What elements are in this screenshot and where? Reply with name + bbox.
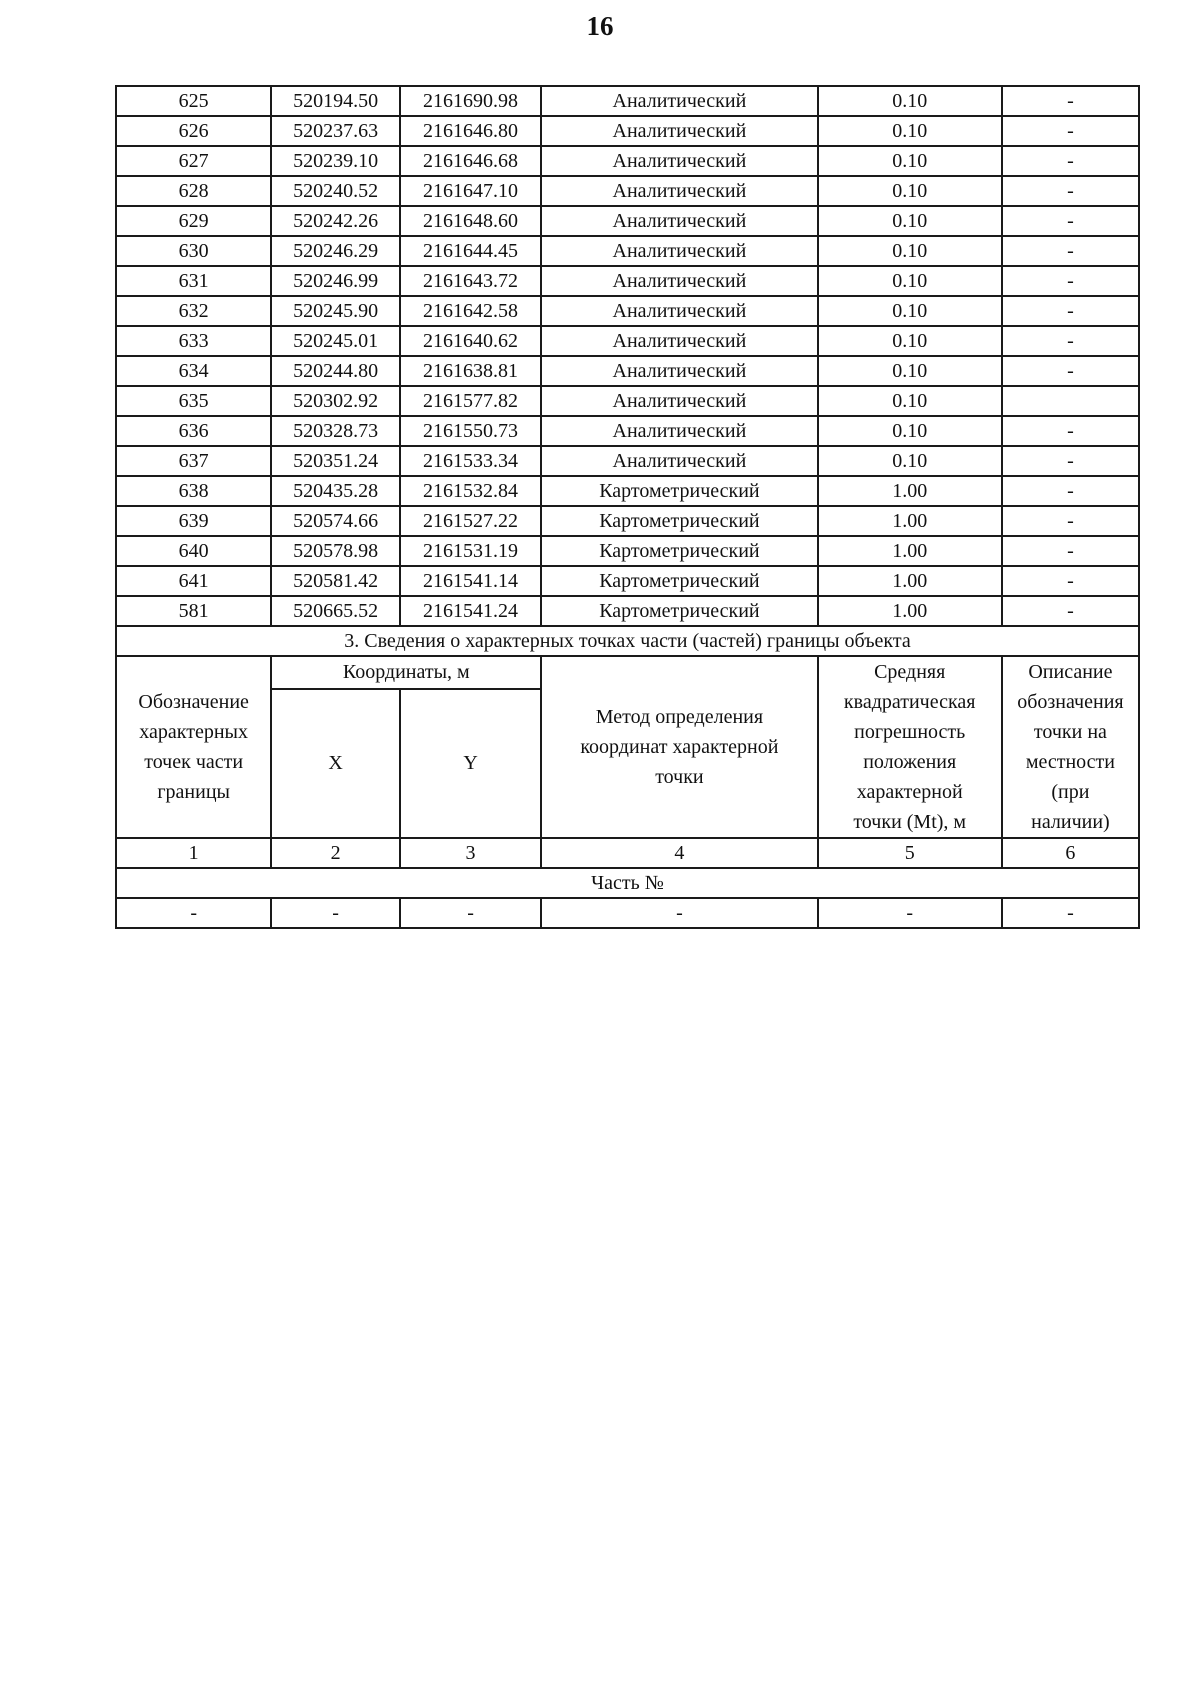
x-coordinate-cell: 520665.52: [271, 596, 400, 626]
description-cell: -: [1002, 566, 1139, 596]
header-point-designation: [116, 656, 271, 838]
header-method: [541, 656, 817, 838]
method-cell: Картометрический: [541, 536, 817, 566]
table-row: [116, 176, 1139, 206]
x-coordinate-cell: 520246.99: [271, 266, 400, 296]
header-col1-line: характерных: [139, 721, 248, 743]
point-number-cell: 640: [116, 536, 271, 566]
table-row: [116, 416, 1139, 446]
header-x: X: [271, 689, 400, 838]
mt-cell: 1.00: [818, 506, 1002, 536]
header-method-line: точки: [655, 766, 704, 788]
x-coordinate-cell: 520239.10: [271, 146, 400, 176]
mt-cell: 0.10: [818, 386, 1002, 416]
description-cell: -: [1002, 296, 1139, 326]
y-coordinate-cell: 2161533.34: [400, 446, 541, 476]
mt-cell: 0.10: [818, 236, 1002, 266]
header-method-line: Метод определения: [595, 706, 764, 728]
point-number-cell: 632: [116, 296, 271, 326]
point-number-cell: 636: [116, 416, 271, 446]
header-desc-line: Описание: [1028, 661, 1113, 683]
method-cell: Аналитический: [541, 116, 817, 146]
point-number-cell: 627: [116, 146, 271, 176]
table-row: [116, 446, 1139, 476]
mt-cell: 1.00: [818, 566, 1002, 596]
description-cell: -: [1002, 356, 1139, 386]
method-cell: Аналитический: [541, 206, 817, 236]
description-cell: -: [1002, 506, 1139, 536]
method-cell: Аналитический: [541, 266, 817, 296]
table-row: [116, 296, 1139, 326]
y-coordinate-cell: 2161541.14: [400, 566, 541, 596]
method-cell: Аналитический: [541, 416, 817, 446]
x-coordinate-cell: 520245.90: [271, 296, 400, 326]
description-cell: -: [1002, 206, 1139, 236]
table-row: [116, 116, 1139, 146]
y-coordinate-cell: 2161577.82: [400, 386, 541, 416]
mt-cell: 1.00: [818, 476, 1002, 506]
y-coordinate-cell: 2161532.84: [400, 476, 541, 506]
header-mt-line: квадратическая: [843, 691, 976, 713]
method-cell: Картометрический: [541, 476, 817, 506]
header-col1-line: Обозначение: [138, 691, 249, 713]
empty-cell: -: [400, 898, 541, 928]
header-mt-line: положения: [863, 751, 957, 773]
description-cell: -: [1002, 326, 1139, 356]
y-coordinate-cell: 2161550.73: [400, 416, 541, 446]
y-coordinate-cell: 2161643.72: [400, 266, 541, 296]
header-desc-line: местности: [1025, 751, 1115, 773]
table-row: [116, 536, 1139, 566]
empty-part-row: [116, 898, 1139, 928]
point-number-cell: 626: [116, 116, 271, 146]
description-cell: -: [1002, 116, 1139, 146]
table-row: [116, 146, 1139, 176]
mt-cell: 0.10: [818, 356, 1002, 386]
header-description: [1002, 656, 1139, 838]
method-cell: Аналитический: [541, 86, 817, 116]
part-label: Часть №: [116, 868, 1139, 898]
header-desc-line: (при: [1051, 781, 1090, 803]
mt-cell: 0.10: [818, 296, 1002, 326]
method-cell: Картометрический: [541, 596, 817, 626]
mt-cell: 1.00: [818, 536, 1002, 566]
point-number-cell: 639: [116, 506, 271, 536]
description-cell: -: [1002, 146, 1139, 176]
mt-cell: 0.10: [818, 416, 1002, 446]
y-coordinate-cell: 2161648.60: [400, 206, 541, 236]
point-number-cell: 628: [116, 176, 271, 206]
method-cell: Картометрический: [541, 506, 817, 536]
empty-cell: -: [116, 898, 271, 928]
section3: [116, 626, 1139, 928]
method-cell: Аналитический: [541, 236, 817, 266]
point-number-cell: 630: [116, 236, 271, 266]
description-cell: -: [1002, 266, 1139, 296]
point-number-cell: 625: [116, 86, 271, 116]
point-number-cell: 629: [116, 206, 271, 236]
table-row: [116, 596, 1139, 626]
table-row: [116, 86, 1139, 116]
description-cell: -: [1002, 476, 1139, 506]
table-row: [116, 236, 1139, 266]
point-number-cell: 635: [116, 386, 271, 416]
column-number: 2: [271, 838, 400, 868]
mt-cell: 0.10: [818, 146, 1002, 176]
x-coordinate-cell: 520435.28: [271, 476, 400, 506]
x-coordinate-cell: 520242.26: [271, 206, 400, 236]
description-cell: -: [1002, 176, 1139, 206]
y-coordinate-cell: 2161642.58: [400, 296, 541, 326]
header-col1-line: точек части: [144, 751, 244, 773]
header-mt-line: Средняя: [874, 661, 946, 683]
boundary-points-table: [115, 85, 1140, 929]
x-coordinate-cell: 520302.92: [271, 386, 400, 416]
x-coordinate-cell: 520351.24: [271, 446, 400, 476]
x-coordinate-cell: 520578.98: [271, 536, 400, 566]
header-mt-line: точки (Mt), м: [853, 811, 967, 833]
description-cell: -: [1002, 416, 1139, 446]
header-method-line: координат характерной: [580, 736, 779, 758]
table-row: [116, 326, 1139, 356]
column-number: 6: [1002, 838, 1139, 868]
x-coordinate-cell: 520581.42: [271, 566, 400, 596]
header-col1-line: границы: [157, 781, 230, 803]
method-cell: Аналитический: [541, 296, 817, 326]
column-number: 5: [818, 838, 1002, 868]
mt-cell: 0.10: [818, 176, 1002, 206]
description-cell: -: [1002, 596, 1139, 626]
header-mt-line: характерной: [856, 781, 963, 803]
column-number: 3: [400, 838, 541, 868]
x-coordinate-cell: 520246.29: [271, 236, 400, 266]
section3-title: 3. Сведения о характерных точках части (частей) границы объекта: [116, 626, 1139, 656]
description-cell: -: [1002, 446, 1139, 476]
header-mt: [818, 656, 1002, 838]
table-row: [116, 506, 1139, 536]
x-coordinate-cell: 520194.50: [271, 86, 400, 116]
header-desc-line: точки на: [1033, 721, 1107, 743]
method-cell: Аналитический: [541, 386, 817, 416]
method-cell: Аналитический: [541, 446, 817, 476]
mt-cell: 0.10: [818, 116, 1002, 146]
y-coordinate-cell: 2161646.80: [400, 116, 541, 146]
method-cell: Картометрический: [541, 566, 817, 596]
y-coordinate-cell: 2161527.22: [400, 506, 541, 536]
table-row: [116, 476, 1139, 506]
x-coordinate-cell: 520574.66: [271, 506, 400, 536]
method-cell: Аналитический: [541, 326, 817, 356]
y-coordinate-cell: 2161644.45: [400, 236, 541, 266]
empty-cell: -: [271, 898, 400, 928]
y-coordinate-cell: 2161646.68: [400, 146, 541, 176]
point-number-cell: 631: [116, 266, 271, 296]
y-coordinate-cell: 2161541.24: [400, 596, 541, 626]
y-coordinate-cell: 2161638.81: [400, 356, 541, 386]
page-number: 16: [586, 11, 614, 41]
header-desc-line: обозначения: [1017, 691, 1124, 713]
point-number-cell: 638: [116, 476, 271, 506]
table-row: [116, 386, 1139, 416]
description-cell: -: [1002, 236, 1139, 266]
column-numbers-row: [116, 838, 1139, 868]
header-y: Y: [400, 689, 541, 838]
point-number-cell: 633: [116, 326, 271, 356]
table-row: [116, 356, 1139, 386]
header-mt-line: погрешность: [854, 721, 966, 743]
description-cell: [1002, 386, 1139, 416]
table-row: [116, 266, 1139, 296]
column-number: 4: [541, 838, 817, 868]
header-desc-line: наличии): [1031, 811, 1110, 833]
y-coordinate-cell: 2161640.62: [400, 326, 541, 356]
mt-cell: 0.10: [818, 266, 1002, 296]
description-cell: -: [1002, 536, 1139, 566]
description-cell: -: [1002, 86, 1139, 116]
mt-cell: 1.00: [818, 596, 1002, 626]
point-number-cell: 634: [116, 356, 271, 386]
y-coordinate-cell: 2161647.10: [400, 176, 541, 206]
table-row: [116, 566, 1139, 596]
mt-cell: 0.10: [818, 206, 1002, 236]
point-number-cell: 641: [116, 566, 271, 596]
point-number-cell: 637: [116, 446, 271, 476]
method-cell: Аналитический: [541, 356, 817, 386]
method-cell: Аналитический: [541, 176, 817, 206]
x-coordinate-cell: 520240.52: [271, 176, 400, 206]
mt-cell: 0.10: [818, 326, 1002, 356]
column-number: 1: [116, 838, 271, 868]
point-number-cell: 581: [116, 596, 271, 626]
x-coordinate-cell: 520244.80: [271, 356, 400, 386]
empty-cell: -: [541, 898, 817, 928]
y-coordinate-cell: 2161690.98: [400, 86, 541, 116]
method-cell: Аналитический: [541, 146, 817, 176]
empty-cell: -: [818, 898, 1002, 928]
x-coordinate-cell: 520245.01: [271, 326, 400, 356]
mt-cell: 0.10: [818, 86, 1002, 116]
table-body: [116, 86, 1139, 626]
table-row: [116, 206, 1139, 236]
empty-cell: -: [1002, 898, 1139, 928]
header-coordinates: Координаты, м: [271, 656, 541, 689]
mt-cell: 0.10: [818, 446, 1002, 476]
x-coordinate-cell: 520328.73: [271, 416, 400, 446]
x-coordinate-cell: 520237.63: [271, 116, 400, 146]
y-coordinate-cell: 2161531.19: [400, 536, 541, 566]
